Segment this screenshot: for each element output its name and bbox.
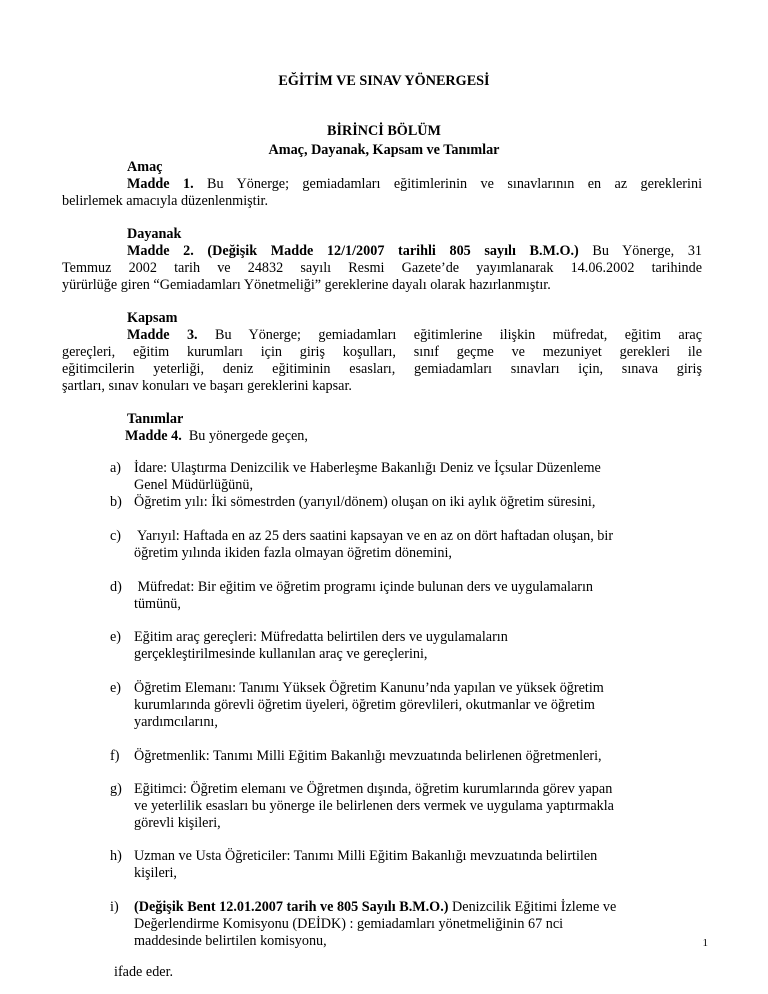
closing-text: ifade eder. [114, 964, 174, 980]
article-3-line-2: gereçleri, eğitim kurumları için giriş koşulları, sınıf geçme ve mezuniyet gerekleri ile [62, 344, 702, 360]
page-number: 1 [702, 937, 708, 949]
definition-text: ve yeterlilik esasları bu yönerge ile belirlenen ders vermek ve uygulama yaptırmakla [134, 798, 614, 814]
article-4-intro [125, 428, 308, 445]
article-2-text: Bu Yönerge, 31 [592, 243, 703, 259]
section-heading-dayanak: Dayanak [127, 226, 182, 242]
definition-text: kişileri, [134, 865, 177, 881]
amendment-note: (Değişik Bent 12.01.2007 tarih ve 805 Sayılı B.M.O.) [134, 899, 449, 915]
article-2-line-1 [127, 243, 702, 260]
definition-marker: i) [110, 899, 119, 915]
definition-text: Genel Müdürlüğünü, [134, 477, 254, 493]
definition-text: İdare: Ulaştırma Denizcilik ve Haberleşme Bakanlığı Deniz ve İçsular Düzenleme [134, 460, 601, 476]
definition-text: Öğretim yılı: İki sömestrden (yarıyıl/dönem) oluşan on iki aylık öğretim süresini, [134, 494, 596, 510]
definition-text: Eğitimci: Öğretim elemanı ve Öğretmen dışında, öğretim kurumlarında görev yapan [134, 781, 613, 797]
definition-marker: h) [110, 848, 122, 864]
definition-text: görevli kişileri, [134, 815, 221, 831]
definition-marker: e) [110, 680, 122, 696]
definition-marker: a) [110, 460, 122, 476]
definition-marker: g) [110, 781, 122, 797]
definition-text: gerçekleştirilmesinde kullanılan araç ve gereçlerini, [134, 646, 428, 662]
definition-text: Uzman ve Usta Öğreticiler: Tanımı Milli Eğitim Bakanlığı mevzuatında belirtilen [134, 848, 598, 864]
article-1-text: Bu Yönerge; gemiadamları eğitimlerinin ve sınavlarının en az gereklerini [207, 176, 703, 192]
section-heading-kapsam: Kapsam [127, 310, 178, 326]
article-3-line-3: eğitimcilerin yeterliği, deniz eğitiminin esasları, gemiadamları sınavları için, sınava giriş [62, 361, 702, 377]
article-2-line-3: yürürlüğe giren “Gemiadamları Yönetmeliği” gereklerine dayalı olarak hazırlanmıştır. [62, 277, 551, 293]
document-title: EĞİTİM VE SINAV YÖNERGESİ [278, 73, 490, 89]
section-heading-tanimlar: Tanımlar [127, 411, 184, 427]
definition-text: Değerlendirme Komisyonu (DEİDK) : gemiadamları yönetmeliğinin 67 nci [134, 916, 564, 932]
definition-text: Öğretim Elemanı: Tanımı Yüksek Öğretim Kanunu’nda yapılan ve yüksek öğretim [134, 680, 604, 696]
definition-text: Müfredat: Bir eğitim ve öğretim programı içinde bulunan ders ve uygulamaların [134, 579, 593, 595]
definition-marker: d) [110, 579, 122, 595]
definition-text: tümünü, [134, 596, 181, 612]
article-3-line-1 [127, 327, 702, 344]
definition-text: öğretim yılında ikiden fazla olmayan öğretim dönemini, [134, 545, 452, 561]
article-4-label: Madde 4. [125, 428, 182, 444]
definition-marker: e) [110, 629, 122, 645]
article-1-line-2: belirlemek amacıyla düzenlenmiştir. [62, 193, 269, 209]
chapter-subtitle: Amaç, Dayanak, Kapsam ve Tanımlar [268, 142, 500, 158]
definition-marker: f) [110, 748, 120, 764]
article-2-label: Madde 2. (Değişik Madde 12/1/2007 tarihli 805 sayılı B.M.O.) [127, 243, 579, 259]
definition-text [134, 899, 706, 916]
definition-marker: c) [110, 528, 122, 544]
chapter-heading: BİRİNCİ BÖLÜM [327, 123, 441, 139]
definition-text-continuation: Denizcilik Eğitimi İzleme ve [448, 899, 617, 915]
definition-text: Eğitim araç gereçleri: Müfredatta belirtilen ders ve uygulamaların [134, 629, 508, 645]
definition-text: Yarıyıl: Haftada en az 25 ders saatini kapsayan ve en az on dört haftadan oluşan, bir [134, 528, 614, 544]
article-1-line-1 [127, 176, 702, 193]
definition-text: yardımcılarını, [134, 714, 218, 730]
definition-text: Öğretmenlik: Tanımı Milli Eğitim Bakanlığı mevzuatında belirlenen öğretmenleri, [134, 748, 602, 764]
definition-marker: b) [110, 494, 122, 510]
article-2-line-2: Temmuz 2002 tarih ve 24832 sayılı Resmi Gazete’de yayımlanarak 14.06.2002 tarihinde [62, 260, 702, 276]
article-4-text: Bu yönergede geçen, [188, 428, 308, 444]
definition-text: kurumlarında görevli öğretim üyeleri, öğretim görevlileri, okutmanlar ve öğretim [134, 697, 595, 713]
article-3-label: Madde 3. [127, 327, 198, 343]
article-3-line-4: şartları, sınav konuları ve başarı gereklerini kapsar. [62, 378, 352, 394]
article-1-label: Madde 1. [127, 176, 194, 192]
section-heading-amac: Amaç [127, 159, 163, 175]
definition-text: maddesinde belirtilen komisyonu, [134, 933, 327, 949]
article-3-text: Bu Yönerge; gemiadamları eğitimlerine ilişkin müfredat, eğitim araç [215, 327, 703, 343]
